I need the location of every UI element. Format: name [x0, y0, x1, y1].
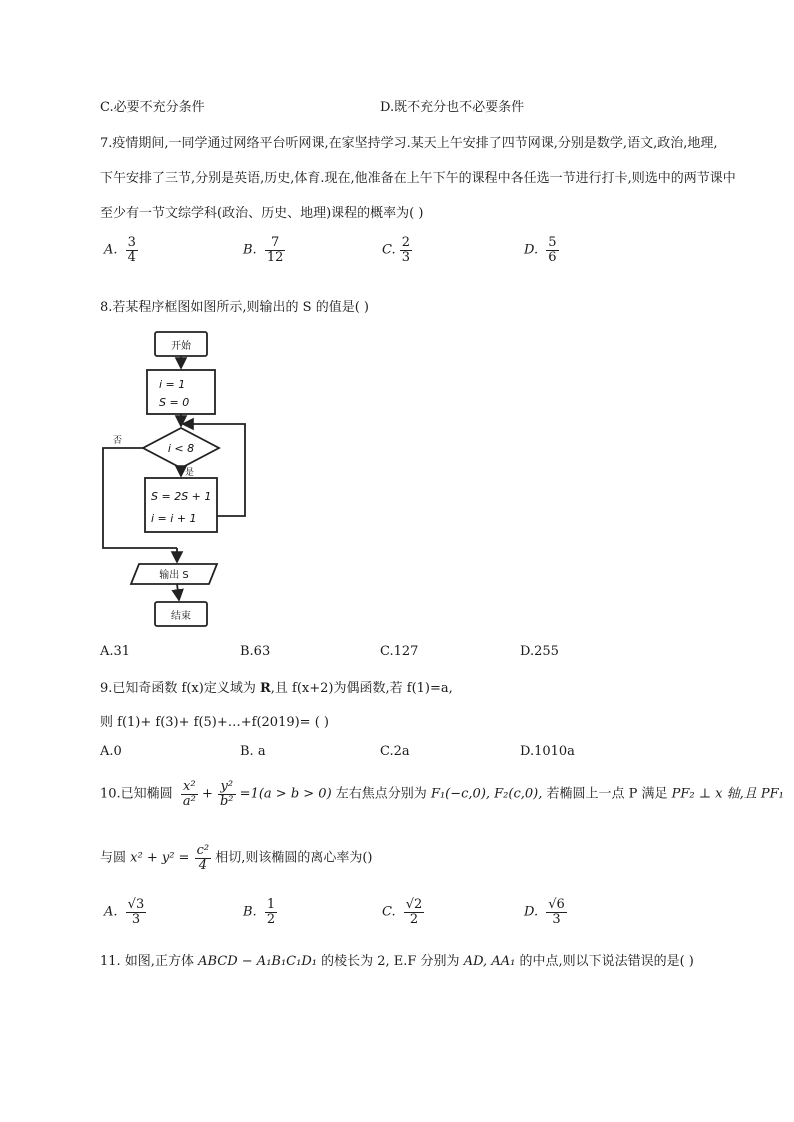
option-letter: C. [382, 904, 396, 920]
option-fraction: $\frac{√2}{2}$ [405, 897, 423, 927]
option-fraction: $\frac{3}{4}$ [127, 235, 136, 265]
q9-stem-line2: 则 f(1)+ f(3)+ f(5)+…+f(2019)= ( ) [100, 715, 329, 730]
flow-init-s: S = 0 [159, 396, 190, 409]
option-fraction: $\frac{5}{6}$ [548, 235, 557, 265]
q8-stem: 8.若某程序框图如图所示,则输出的 S 的值是( ) [100, 300, 369, 315]
flow-end-label: 结束 [171, 611, 191, 622]
q10-option-a [104, 898, 146, 926]
option-letter: A. [104, 904, 118, 920]
q9-option-a: A.0 [100, 744, 122, 759]
q8-option-c: C.127 [380, 644, 419, 659]
q6-option-d: D.既不充分也不必要条件 [380, 100, 525, 115]
flow-body-s: S = 2S + 1 [151, 490, 212, 503]
q10-option-c [382, 898, 424, 926]
q7-option-b [243, 236, 285, 264]
option-letter: B. [243, 242, 257, 258]
option-fraction: $\frac{√6}{3}$ [548, 897, 565, 927]
flow-yes-label: 是 [185, 468, 195, 478]
option-letter: D. [524, 904, 539, 920]
q10-option-b [243, 898, 277, 926]
option-fraction: $\frac{1}{2}$ [266, 897, 276, 927]
q7-option-a [104, 236, 138, 264]
q10-stem-line1: 10.已知椭圆 $\frac{\text{x²}}{\text{a²}}$ + $\frac{\text{y²}}{\text{b²}}$ =1(a > b > 0) 左右焦点分别为 F₁(−c,0), F₂(c,0), 若椭圆上一点 P 满足 PF₂ ⊥ x 轴,且 PF₁ [100, 779, 784, 809]
ellipse-x-term: $\frac{\text{x²}}{\text{a²}}$ [182, 779, 196, 809]
option-fraction: $\frac{7}{12}$ [266, 235, 284, 265]
q9-option-d: D.1010a [520, 744, 575, 759]
q9-option-b: B. a [240, 744, 266, 759]
q6-option-c: C.必要不充分条件 [100, 100, 205, 115]
flow-init-i: i = 1 [159, 378, 186, 391]
ellipse-y-term: $\frac{\text{y²}}{\text{b²}}$ [219, 779, 234, 809]
circle-radius-term: $\frac{\text{c²}}{4}$ [196, 843, 210, 873]
flow-body-i: i = i + 1 [151, 512, 197, 525]
q7-stem-line3: 至少有一节文综学科(政治、历史、地理)课程的概率为( ) [100, 206, 424, 221]
q7-option-c [382, 236, 412, 264]
option-letter: D. [524, 242, 539, 258]
option-letter: B. [243, 904, 257, 920]
q9-option-c: C.2a [380, 744, 410, 759]
flow-cond-label: i < 8 [167, 442, 195, 455]
q8-option-a: A.31 [100, 644, 131, 659]
flow-no-label: 否 [113, 436, 123, 446]
q7-option-d [524, 236, 559, 264]
q7-stem-line2: 下午安排了三节,分别是英语,历史,体育.现在,他准备在上午下午的课程中各任选一节进行打卡,则选中的两节课中 [100, 171, 736, 186]
flow-output-label: 输出 S [159, 570, 189, 581]
q8-option-b: B.63 [240, 644, 271, 659]
q10-stem-line2: 与圆 x² + y² = $\frac{\text{c²}}{4}$ 相切,则该椭圆的离心率为() [100, 843, 373, 873]
q9-stem-line1: 9.已知奇函数 f(x)定义域为 R,且 f(x+2)为偶函数,若 f(1)=a, [100, 681, 453, 696]
flow-start-label: 开始 [171, 341, 191, 352]
q10-option-d [524, 898, 567, 926]
option-fraction: $\frac{√3}{3}$ [127, 897, 145, 927]
q8-flowchart [95, 322, 255, 634]
option-letter: C. [382, 242, 396, 258]
real-set-symbol: R [259, 681, 271, 696]
q11-stem: 11. 如图,正方体 ABCD − A₁B₁C₁D₁ 的棱长为 2, E.F 分别为 AD, AA₁ 的中点,则以下说法错误的是( ) [100, 954, 694, 969]
q8-option-d: D.255 [520, 644, 559, 659]
option-letter: A. [104, 242, 118, 258]
option-fraction: $\frac{2}{3}$ [401, 235, 411, 265]
q7-stem-line1: 7.疫情期间,一同学通过网络平台听网课,在家坚持学习.某天上午安排了四节网课,分别是数学,语文,政治,地理, [100, 136, 718, 151]
